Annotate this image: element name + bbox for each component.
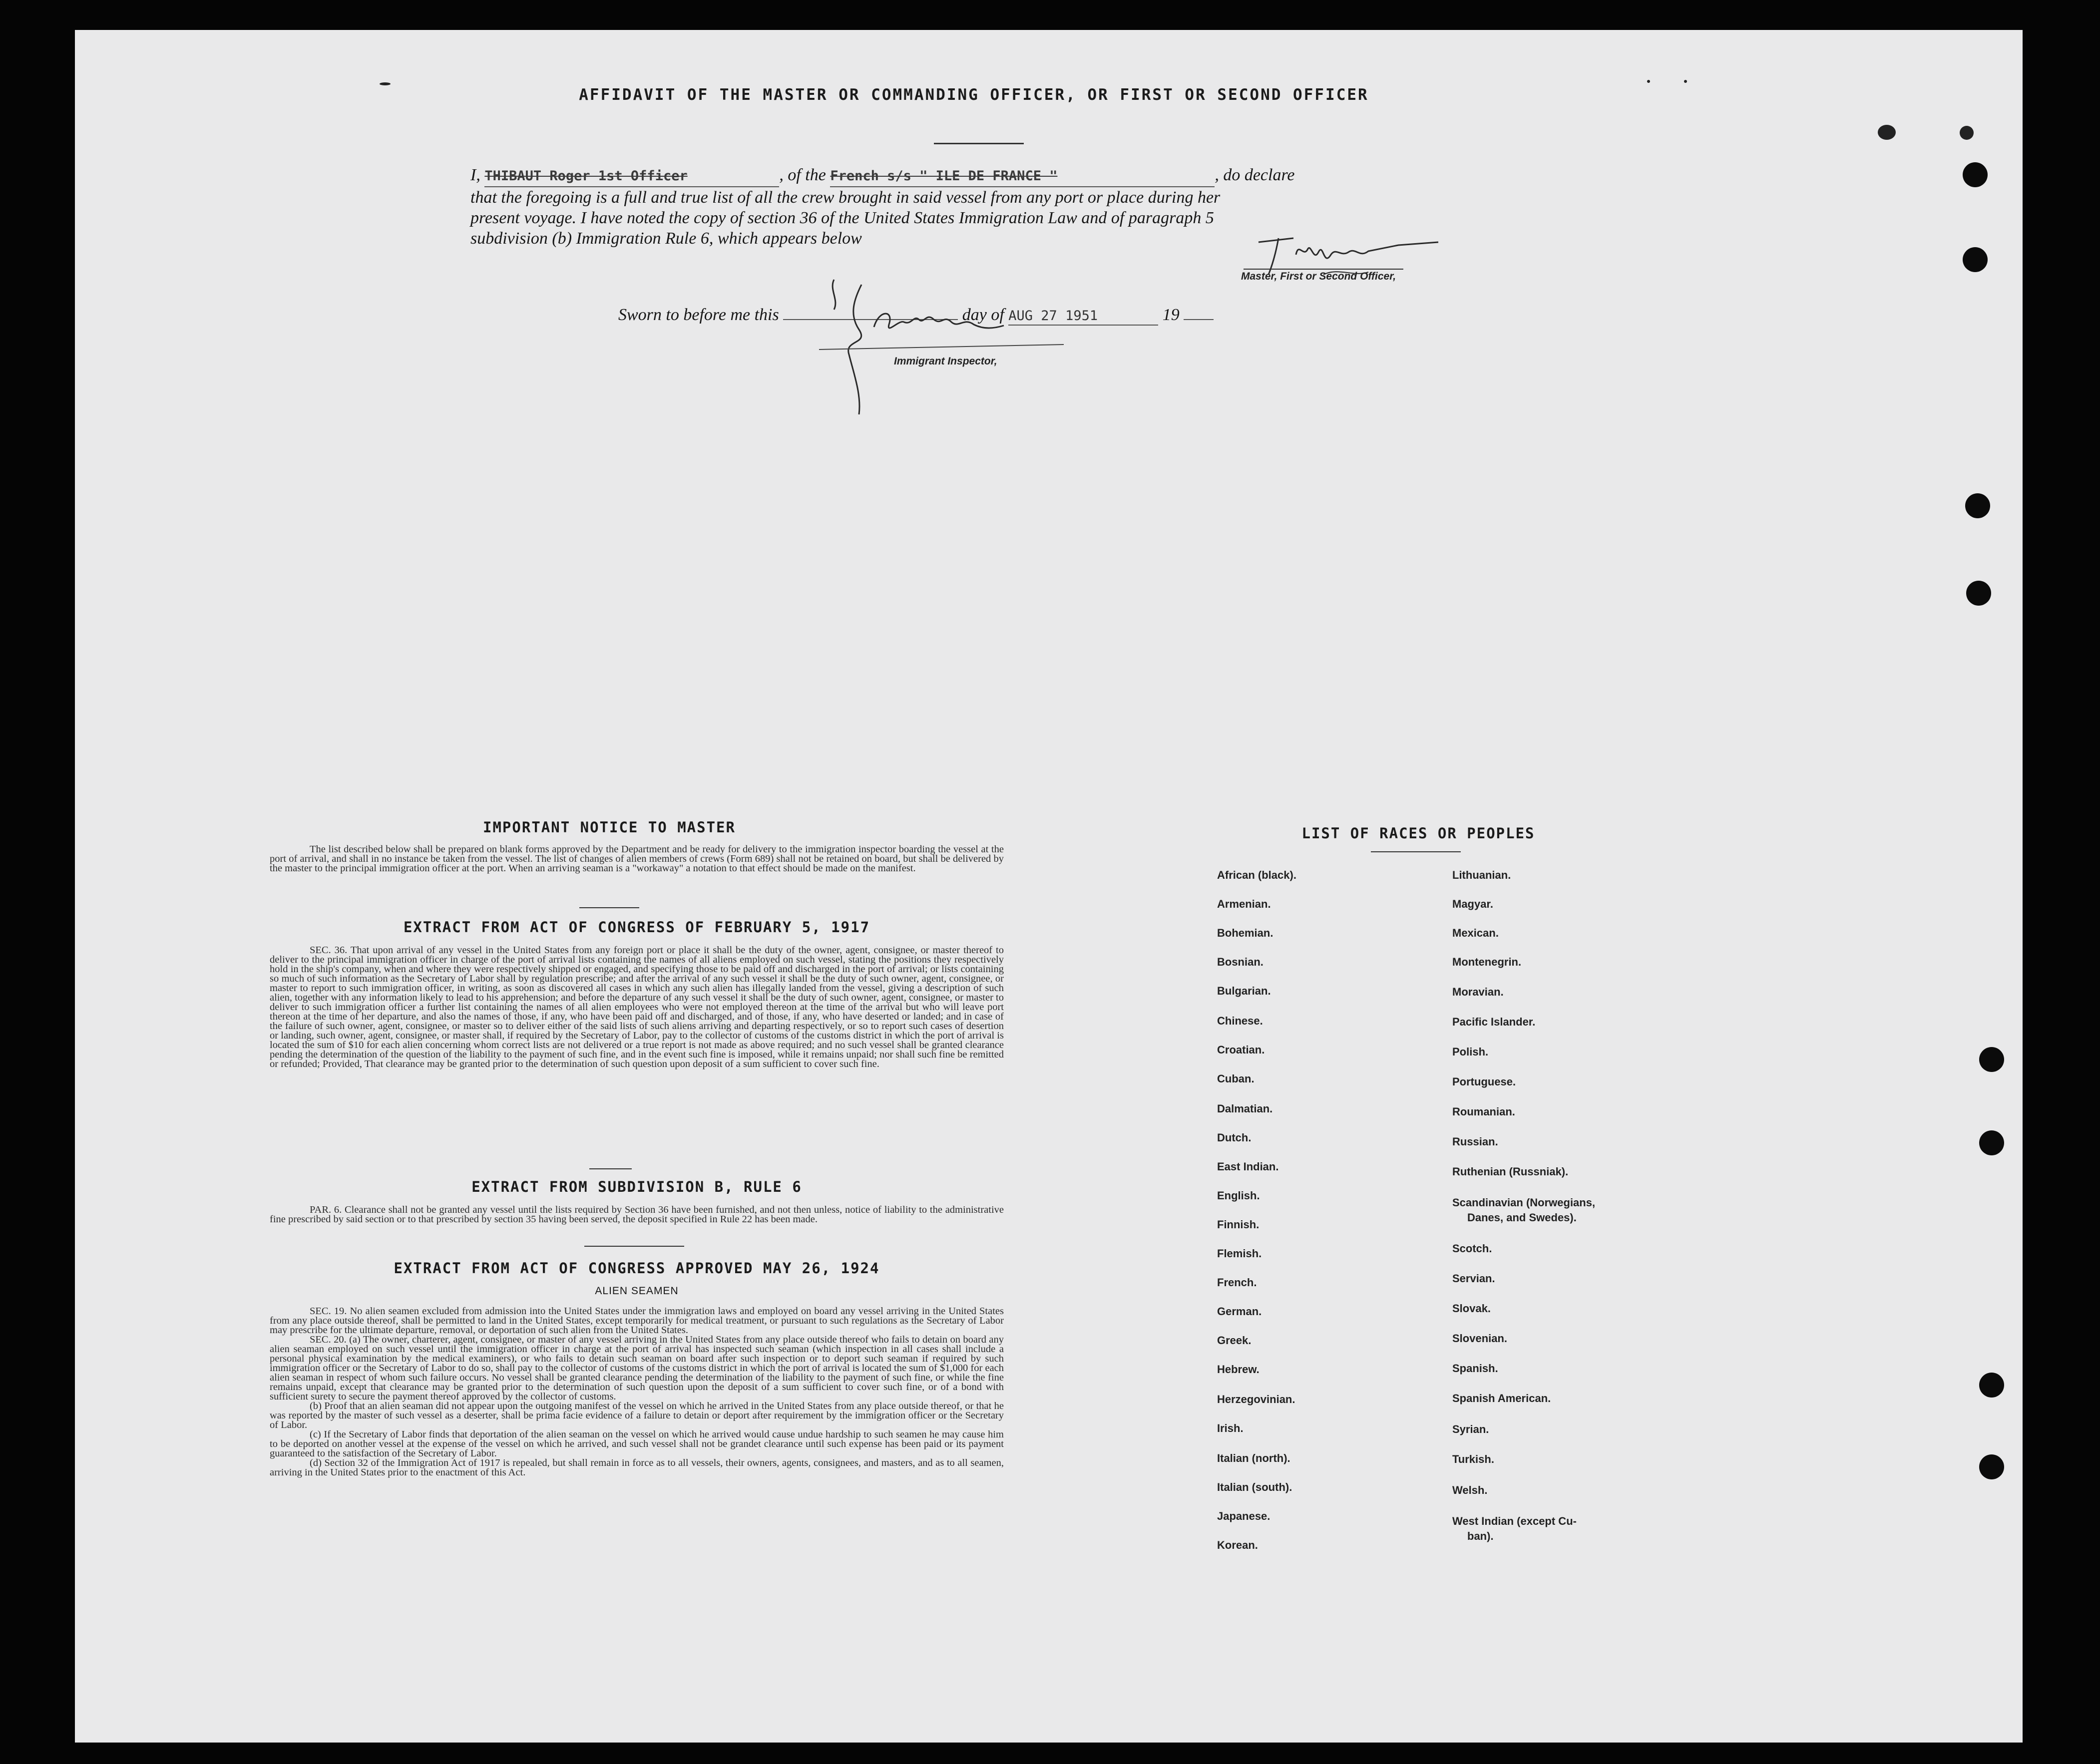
extract-1924-text: SEC. 19. No alien seamen excluded from admission into the United States under the immigration laws and employed on board any vessel arriving in the United States from any place outside thereof, shall be permitted to land in the United States, except temporarily for medical treatment, or pursuant to such regulations as the Secretary of Labor may prescribe for the ultimate departure, removal, or deportation of such alien from the United States. SEC. 20. (a) The owner, charterer, agent, consignee, or master of any vessel arriving in the United States from any place outside thereof who fails to detain on board any alien seaman employed on such vessel until the immigration officer in charge at the port of arrival has inspected such seaman (which inspection in all cases shall include a personal physical examination by the medical examiners), or who fails to detain such seaman on board after such inspection or to deport such seaman if required by such immigration officer or the Secretary of Labor to do so, shall pay to the collector of customs of the customs district in which the port of arrival is located the sum of $1,000 for each alien seaman in respect of whom such failure occurs. No vessel shall be granted clearance pending the determination of the liability to the payment of such fine, or while the fine remains unpaid, except that clearance may be granted prior to the determination of such question upon the deposit of a sum sufficient to cover such fine, or of a bond with sufficient surety to secure the payment thereof approved by the collector of customs. (b) Proof that an alien seaman did not appear upon the outgoing manifest of the vessel on which he arrived in the United States from any place outside thereof, or that he was reported by the master of such vessel as a deserter, shall be prima facie evidence of a failure to detain or deport after requirement by the immigration officer or the Secretary of Labor. (c) If the Secretary of Labor finds that deportation of the alien seaman on the vessel on which he arrived would cause undue hardship to such seamen he may cause him to be deported on another vessel at the expense of the vessel on which he arrived, and such vessel shall not be grandet clearance until such expense has been paid or its payment guaranteed to the satisfaction of the Secretary of Labor. (d) Section 32 of the Immigration Act of 1917 is repealed, but shall remain in force as to all vessels, their owners, agents, consignees, and masters, and as to all seamen, arriving in the United States prior to the enactment of this Act. xyxy=(270,1306,1004,1478)
punch-hole xyxy=(1979,1047,2004,1072)
race-item: Bosnian. xyxy=(1217,956,1263,968)
race-item: Croatian. xyxy=(1217,1044,1265,1056)
race-item: Finnish. xyxy=(1217,1218,1260,1231)
races-title: LIST OF RACES OR PEOPLES xyxy=(1301,825,1535,842)
race-item: Polish. xyxy=(1452,1046,1489,1058)
vessel-field xyxy=(830,165,1215,187)
race-item: Turkish. xyxy=(1452,1453,1494,1465)
race-item: Armenian. xyxy=(1217,898,1271,910)
race-item: Roumanian. xyxy=(1452,1105,1515,1118)
officer-name: THIBAUT Roger 1st Officer xyxy=(484,168,688,184)
race-item: Scotch. xyxy=(1452,1242,1492,1255)
race-item: Chinese. xyxy=(1217,1015,1263,1027)
race-item: Servian. xyxy=(1452,1272,1495,1285)
punch-hole xyxy=(1965,493,1990,518)
punch-hole xyxy=(1979,1454,2004,1479)
race-item: Syrian. xyxy=(1452,1423,1489,1435)
extract-1917-rule xyxy=(589,1168,632,1169)
affidavit-line-2: that the foregoing is a full and true list of all the crew brought in said vessel from any port or place during her xyxy=(470,188,1221,207)
race-item: Greek. xyxy=(1217,1334,1252,1347)
extract-1917-text: SEC. 36. That upon arrival of any vessel in the United States from any foreign port or place it shall be the duty of the owner, agent, consignee, or master thereof to deliver to the principal immigration officer in charge of the port of arrival lists containing the names of all aliens employed on such vessel, stating the positions they respectively hold in the ship's company, when and where they were respectively shipped or engaged, and specifying those to be paid off and discharged in the port of arrival; or lists containing so much of such information as the Secretary of Labor shall by regulation prescribe; and after the arrival of any such vessel it shall be the duty of such owner, agent, consignee, or master to report to such immigration officer, in writing, as soon as discovered all cases in which any such alien has illegally landed from the vessel, giving a description of such alien, together with any information likely to lead to his apprehension; and before the departure of any such vessel it shall be the duty of such owner, agent, consignee, or master to deliver to such immigration officer a further list containing the names of all alien employees who were not employed thereon at the time of the arrival but who will leave port thereon at the time of her departure, and also the names of those, if any, who have been paid off and discharged, and of those, if any, who have deserted or landed; and in case of the failure of such owner, agent, consignee, or master so to deliver either of the said lists of such aliens arriving and departing respectively, or so to report such cases of desertion or landing, such owner, agent, consignee, or master shall, if required by the Secretary of Labor, pay to the collector of customs of the customs district in which the port of arrival is located the sum of $10 for each alien concerning whom correct lists are not delivered or a true report is not made as above required; and no such vessel shall be granted clearance pending the determination of the question of the liability to the payment of such fine, and in the event such fine is imposed, while it remains unpaid; nor shall such fine be remitted or refunded; Provided, That clearance may be granted prior to the determination of such question upon deposit of a sum sufficient to cover such fine. xyxy=(270,945,1004,1069)
inspector-caption: Immigrant Inspector, xyxy=(894,355,997,367)
extract-1924-subtitle: ALIEN SEAMEN xyxy=(595,1285,679,1297)
race-item: African (black). xyxy=(1217,869,1296,881)
race-item: Cuban. xyxy=(1217,1072,1255,1085)
race-item: West Indian (except Cu- xyxy=(1452,1515,1577,1527)
race-item: Dalmatian. xyxy=(1217,1102,1273,1115)
ink-speck xyxy=(1878,125,1896,140)
affidavit-line-1: I, THIBAUT Roger 1st Officer , of the French s/s " ILE DE FRANCE " , do declare xyxy=(470,165,1419,187)
extract-1924-title: EXTRACT FROM ACT OF CONGRESS APPROVED MAY 26, 1924 xyxy=(394,1260,880,1277)
races-rule xyxy=(1371,851,1461,852)
race-item: Spanish. xyxy=(1452,1362,1498,1375)
signer-line xyxy=(1244,269,1403,270)
ink-speck xyxy=(1647,80,1650,83)
race-item: French. xyxy=(1217,1276,1257,1289)
punch-hole xyxy=(1963,247,1988,272)
race-item: ban). xyxy=(1467,1530,1494,1542)
race-item: Welsh. xyxy=(1452,1484,1488,1496)
race-item: Russian. xyxy=(1452,1135,1498,1148)
race-item: Japanese. xyxy=(1217,1510,1270,1522)
race-item: Bohemian. xyxy=(1217,927,1273,939)
race-item: Dutch. xyxy=(1217,1131,1252,1144)
race-item: Pacific Islander. xyxy=(1452,1016,1536,1028)
inspector-signature xyxy=(814,270,1094,419)
sworn-line: Sworn to before me this day of AUG 27 1951 19 xyxy=(618,306,1214,326)
extract-rule6-text: PAR. 6. Clearance shall not be granted any vessel until the lists required by Section 36 have been furnished, and not then unless, notice of liability to the administrative fine prescribed by said section or to that prescribed by section 35 having been served, the deposit specified in Rule 22 has been made. xyxy=(270,1204,1004,1225)
punch-hole xyxy=(1963,162,1988,187)
notice-text: The list described below shall be prepared on blank forms approved by the Department and be ready for delivery to the immigration inspector boarding the vessel at the port of arrival, and shall in no instance be taken from the vessel. The list of changes of alien members of crews (Form 689) shall not be retained on board, but shall be delivered by the master to the principal immigration officer at the port. When an arriving seaman is a "workaway" a notation to that effect should be made on the manifest. xyxy=(270,844,1004,874)
race-item: English. xyxy=(1217,1189,1260,1202)
notice-title: IMPORTANT NOTICE TO MASTER xyxy=(483,819,736,836)
race-item: East Indian. xyxy=(1217,1160,1279,1173)
title-rule xyxy=(934,143,1024,144)
race-item: Ruthenian (Russniak). xyxy=(1452,1165,1569,1178)
race-item: Magyar. xyxy=(1452,898,1493,910)
punch-hole xyxy=(1979,1373,2004,1398)
race-item: Italian (south). xyxy=(1217,1481,1292,1493)
date-stamp: AUG 27 1951 xyxy=(1008,308,1098,324)
race-item: Lithuanian. xyxy=(1452,869,1511,881)
race-item: German. xyxy=(1217,1305,1262,1318)
race-item: Moravian. xyxy=(1452,986,1504,998)
race-item: Herzegovinian. xyxy=(1217,1393,1295,1406)
punch-hole xyxy=(1979,1130,2004,1155)
race-item: Italian (north). xyxy=(1217,1452,1290,1464)
year-field xyxy=(1184,319,1214,320)
race-item: Spanish American. xyxy=(1452,1392,1551,1405)
race-item: Korean. xyxy=(1217,1539,1258,1551)
extract-rule6-rule xyxy=(584,1246,684,1247)
ink-speck xyxy=(380,82,391,85)
officer-name-field xyxy=(484,165,779,187)
affidavit-line-4: subdivision (b) Immigration Rule 6, which appears below xyxy=(470,229,862,248)
race-item: Mexican. xyxy=(1452,927,1499,939)
extract-rule6-title: EXTRACT FROM SUBDIVISION B, RULE 6 xyxy=(471,1178,802,1195)
ink-speck xyxy=(1960,126,1974,140)
ink-speck xyxy=(1684,80,1687,83)
race-item: Montenegrin. xyxy=(1452,956,1522,968)
notice-rule xyxy=(579,907,639,908)
race-item: Bulgarian. xyxy=(1217,985,1271,997)
punch-hole xyxy=(1966,581,1991,606)
extract-1917-title: EXTRACT FROM ACT OF CONGRESS OF FEBRUARY 5, 1917 xyxy=(403,919,870,936)
race-item: Slovak. xyxy=(1452,1302,1491,1315)
race-item: Slovenian. xyxy=(1452,1332,1508,1345)
affidavit-title: AFFIDAVIT OF THE MASTER OR COMMANDING OFFICER, OR FIRST OR SECOND OFFICER xyxy=(579,86,1369,104)
race-item: Hebrew. xyxy=(1217,1363,1260,1376)
signer-caption: Master, First or Second Officer, xyxy=(1241,271,1396,282)
race-item: Danes, and Swedes). xyxy=(1467,1211,1577,1224)
race-item: Portuguese. xyxy=(1452,1075,1516,1088)
affidavit-line-3: present voyage. I have noted the copy of section 36 of the United States Immigration Law and of paragraph 5 xyxy=(470,209,1214,227)
vessel-name: French s/s " ILE DE FRANCE " xyxy=(830,168,1058,184)
race-item: Irish. xyxy=(1217,1422,1244,1434)
race-item: Flemish. xyxy=(1217,1247,1262,1260)
race-item: Scandinavian (Norwegians, xyxy=(1452,1196,1596,1209)
